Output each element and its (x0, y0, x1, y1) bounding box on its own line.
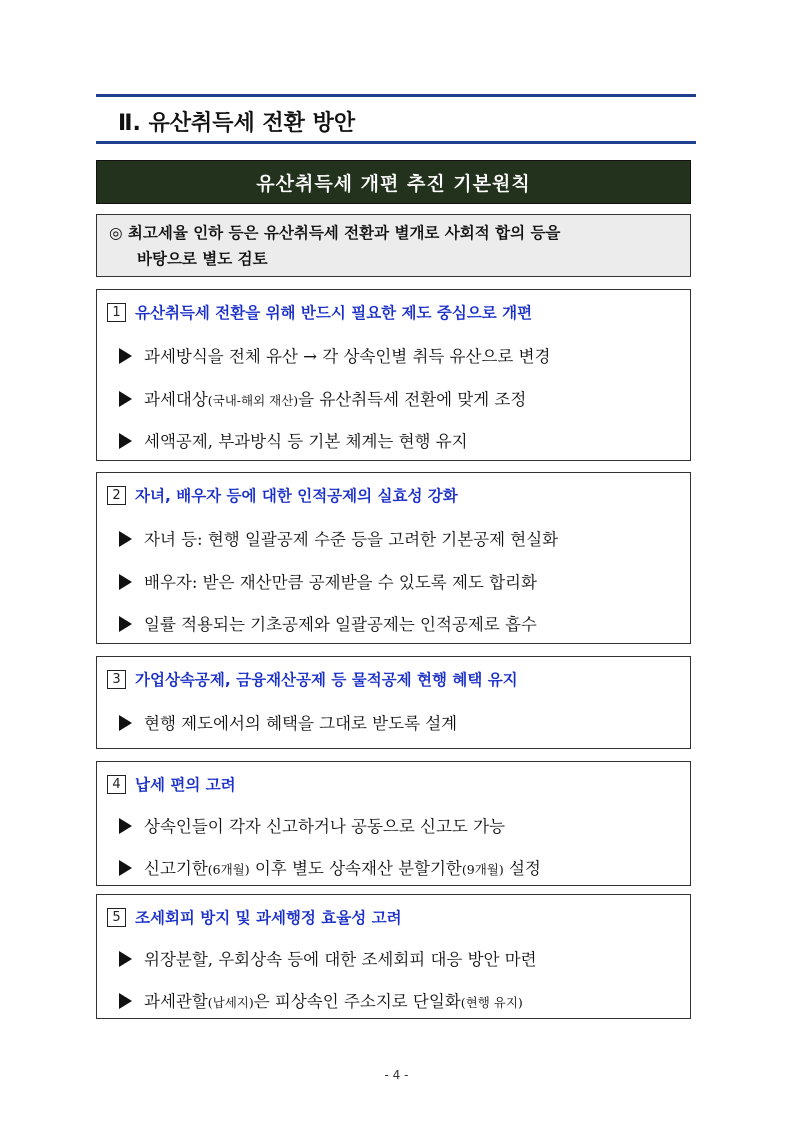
item-text: 과세대상 (144, 390, 208, 409)
triangle-bullet-icon (119, 391, 132, 407)
item-note: (9개월) (461, 862, 504, 877)
list-item (119, 611, 537, 635)
page-number: - 4 - (384, 1068, 409, 1082)
item-text: 신고기한 (144, 859, 208, 878)
item-text: 현행 제도에서의 혜택을 그대로 받도록 설계 (144, 714, 458, 733)
list-item (119, 569, 537, 593)
principle-banner (96, 160, 691, 204)
section-4-heading-text: 납세 편의 고려 (135, 776, 236, 794)
item-text: 자녀 등: 현행 일괄공제 수준 등을 고려한 기본공제 현실화 (144, 530, 559, 549)
summary-box (96, 214, 691, 277)
item-text: 이후 별도 상속재산 분할기한 (249, 859, 462, 878)
list-item (119, 343, 550, 367)
item-note: (현행 유지) (460, 995, 523, 1010)
item-text: 세액공제, 부과방식 등 기본 체계는 현행 유지 (144, 432, 468, 451)
list-item (119, 428, 468, 452)
section-3-number: 3 (107, 670, 126, 689)
list-item (119, 710, 457, 734)
banner-title: 유산취득세 개편 추진 기본원칙 (256, 172, 531, 195)
triangle-bullet-icon (119, 616, 132, 632)
triangle-bullet-icon (119, 531, 132, 547)
list-item (119, 386, 526, 410)
triangle-bullet-icon (119, 993, 132, 1009)
triangle-bullet-icon (119, 433, 132, 449)
triangle-bullet-icon (119, 951, 132, 967)
triangle-bullet-icon (119, 860, 132, 876)
list-item (119, 526, 558, 550)
section-2-number: 2 (107, 486, 126, 505)
item-text: 상속인들이 각자 신고하거나 공동으로 신고도 가능 (144, 817, 505, 836)
item-text: 은 피상속인 주소지로 단일화 (253, 992, 461, 1011)
item-text: 위장분할, 우회상속 등에 대한 조세회피 대응 방안 마련 (144, 950, 537, 969)
section-3-heading-text: 가업상속공제, 금융재산공제 등 물적공제 현행 혜택 유지 (135, 671, 518, 689)
item-note: (국내-해외 재산) (207, 393, 299, 408)
list-item (119, 813, 505, 837)
item-text: 과세방식을 전체 유산 → 각 상속인별 취득 유산으로 변경 (144, 347, 551, 366)
section-1-number: 1 (107, 303, 126, 322)
section-4-box (96, 761, 691, 886)
list-item (119, 855, 541, 879)
section-1-heading-text: 유산취득세 전환을 위해 반드시 필요한 제도 중심으로 개편 (135, 304, 533, 322)
section-5-heading-text: 조세회피 방지 및 과세행정 효율성 고려 (135, 909, 402, 927)
triangle-bullet-icon (119, 715, 132, 731)
item-text: 배우자: 받은 재산만큼 공제받을 수 있도록 제도 합리화 (144, 573, 537, 592)
section-2-heading (107, 484, 458, 506)
section-2-heading-text: 자녀, 배우자 등에 대한 인적공제의 실효성 강화 (135, 487, 458, 505)
section-4-number: 4 (107, 775, 126, 794)
summary-line-2: 바탕으로 별도 검토 (137, 250, 268, 268)
item-note: (6개월) (207, 862, 250, 877)
list-item (119, 988, 523, 1012)
item-text: 과세관할 (144, 992, 208, 1011)
section-title-bar (96, 94, 696, 144)
item-text: 일률 적용되는 기초공제와 일괄공제는 인적공제로 흡수 (144, 615, 537, 634)
section-2-box (96, 472, 691, 644)
section-3-box (96, 656, 691, 749)
section-3-heading (107, 668, 518, 690)
section-5-number: 5 (107, 908, 126, 927)
list-item (119, 946, 537, 970)
triangle-bullet-icon (119, 818, 132, 834)
section-title: Ⅱ. 유산취득세 전환 방안 (118, 111, 356, 136)
section-5-heading (107, 906, 402, 928)
item-text: 설정 (503, 859, 541, 878)
summary-line-1: ◎ 최고세율 인하 등은 유산취득세 전환과 별개로 사회적 합의 등을 (109, 224, 561, 242)
section-1-box (96, 289, 691, 461)
section-5-box (96, 894, 691, 1019)
section-1-heading (107, 301, 532, 323)
triangle-bullet-icon (119, 348, 132, 364)
section-4-heading (107, 773, 236, 795)
item-text: 을 유산취득세 전환에 맞게 조정 (298, 390, 527, 409)
item-note: (납세지) (207, 995, 254, 1010)
triangle-bullet-icon (119, 574, 132, 590)
